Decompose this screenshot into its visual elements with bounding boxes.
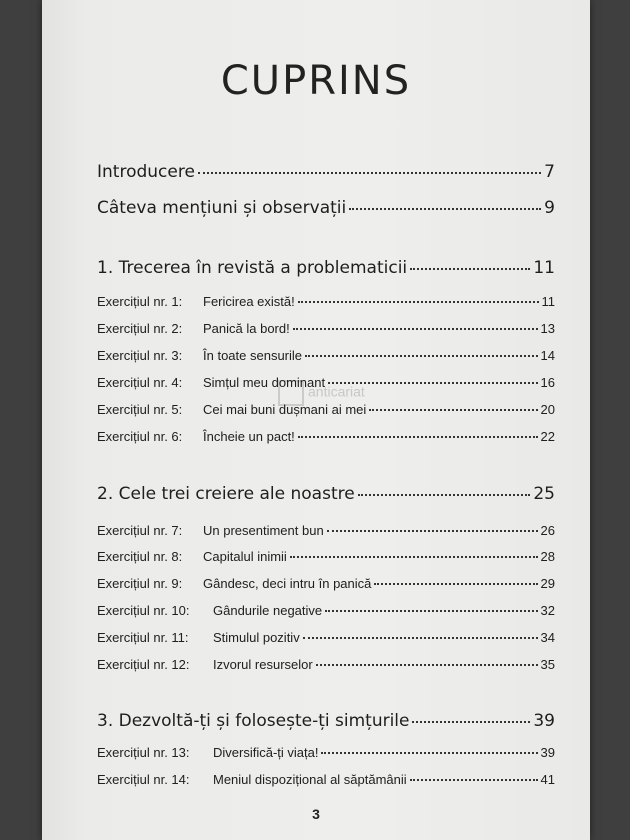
toc-leader-dots bbox=[374, 583, 537, 585]
toc-exercise-6 bbox=[97, 429, 555, 444]
exercise-number: Exercițiul nr. 2: bbox=[97, 321, 183, 336]
toc-leader-dots bbox=[412, 721, 530, 723]
watermark-text: anticariat bbox=[308, 383, 365, 400]
exercise-label: Meniul dispozițional al săptămânii bbox=[213, 772, 407, 787]
toc-exercise-7 bbox=[97, 523, 555, 538]
exercise-label: În toate sensurile bbox=[203, 348, 303, 363]
toc-entry-page: 39 bbox=[540, 745, 555, 760]
toc-entry-page: 9 bbox=[544, 198, 555, 218]
toc-entry-page: 16 bbox=[540, 375, 555, 390]
exercise-label: Gândesc, deci intru în panică bbox=[203, 576, 372, 591]
exercise-label: Un presentiment bun bbox=[203, 523, 324, 538]
toc-entry-label: Câteva mențiuni și observații bbox=[97, 198, 347, 218]
toc-entry-page: 25 bbox=[533, 484, 555, 504]
toc-section-label: 3. Dezvoltă-ți și folosește-ți simțurile bbox=[97, 711, 410, 731]
exercise-number: Exercițiul nr. 8: bbox=[97, 549, 183, 564]
exercise-label: Diversifică-ți viața! bbox=[213, 745, 319, 760]
exercise-label: Izvorul resurselor bbox=[213, 657, 313, 672]
toc-entry-page: 34 bbox=[540, 630, 555, 645]
toc-entry-notes bbox=[97, 198, 555, 218]
toc-leader-dots bbox=[325, 610, 537, 612]
toc-entry-page: 20 bbox=[540, 402, 555, 417]
toc-section-label: 2. Cele trei creiere ale noastre bbox=[97, 484, 355, 504]
toc-entry-page: 11 bbox=[533, 258, 555, 278]
toc-entry-page: 32 bbox=[540, 603, 555, 618]
toc-exercise-8 bbox=[97, 549, 555, 564]
toc-exercise-4 bbox=[97, 375, 555, 390]
exercise-number: Exercițiul nr. 1: bbox=[97, 294, 183, 309]
toc-entry-page: 41 bbox=[540, 772, 555, 787]
toc-entry-page: 7 bbox=[544, 162, 555, 182]
toc-exercise-1 bbox=[97, 294, 555, 309]
toc-entry-page: 28 bbox=[540, 549, 555, 564]
exercise-label: Gândurile negative bbox=[213, 603, 323, 618]
exercise-number: Exercițiul nr. 5: bbox=[97, 402, 183, 417]
toc-leader-dots bbox=[298, 301, 539, 303]
toc-section-1 bbox=[97, 258, 555, 278]
exercise-number: Exercițiul nr. 7: bbox=[97, 523, 183, 538]
toc-leader-dots bbox=[198, 172, 541, 174]
toc-exercise-14 bbox=[97, 772, 555, 787]
toc-leader-dots bbox=[321, 752, 537, 754]
exercise-label: Capitalul inimii bbox=[203, 549, 287, 564]
toc-leader-dots bbox=[293, 328, 538, 330]
toc-exercise-13 bbox=[97, 745, 555, 760]
exercise-label: Simțul meu dominant bbox=[203, 375, 326, 390]
exercise-number: Exercițiul nr. 12: bbox=[97, 657, 190, 672]
exercise-number: Exercițiul nr. 14: bbox=[97, 772, 190, 787]
exercise-number: Exercițiul nr. 11: bbox=[97, 630, 189, 645]
toc-entry-page: 39 bbox=[533, 711, 555, 731]
toc-exercise-3 bbox=[97, 348, 555, 363]
toc-leader-dots bbox=[328, 382, 537, 384]
toc-exercise-5 bbox=[97, 402, 555, 417]
exercise-number: Exercițiul nr. 9: bbox=[97, 576, 183, 591]
exercise-label: Stimulul pozitiv bbox=[213, 630, 300, 645]
toc-section-3 bbox=[97, 711, 555, 731]
toc-leader-dots bbox=[358, 494, 531, 496]
toc-entry-label: Introducere bbox=[97, 162, 195, 182]
toc-exercise-10 bbox=[97, 603, 555, 618]
toc-leader-dots bbox=[298, 436, 538, 438]
toc-entry-page: 13 bbox=[540, 321, 555, 336]
book-page bbox=[42, 0, 590, 840]
exercise-number: Exercițiul nr. 6: bbox=[97, 429, 183, 444]
exercise-number: Exercițiul nr. 4: bbox=[97, 375, 183, 390]
exercise-number: Exercițiul nr. 10: bbox=[97, 603, 190, 618]
page-title: CUPRINS bbox=[220, 58, 412, 104]
toc-entry-intro bbox=[97, 162, 555, 182]
exercise-label: Fericirea există! bbox=[203, 294, 295, 309]
toc-leader-dots bbox=[410, 268, 530, 270]
toc-entry-page: 14 bbox=[540, 348, 555, 363]
toc-leader-dots bbox=[316, 664, 538, 666]
toc-entry-page: 22 bbox=[540, 429, 555, 444]
exercise-label: Panică la bord! bbox=[203, 321, 290, 336]
toc-leader-dots bbox=[369, 409, 537, 411]
exercise-label: Cei mai buni dușmani ai mei bbox=[203, 402, 367, 417]
toc-entry-page: 26 bbox=[540, 523, 555, 538]
toc-exercise-2 bbox=[97, 321, 555, 336]
toc-entry-page: 11 bbox=[541, 294, 555, 309]
page-number: 3 bbox=[312, 806, 320, 822]
toc-leader-dots bbox=[327, 530, 538, 532]
toc-entry-page: 35 bbox=[540, 657, 555, 672]
toc-section-2 bbox=[97, 484, 555, 504]
toc-exercise-12 bbox=[97, 657, 555, 672]
toc-exercise-9 bbox=[97, 576, 555, 591]
toc-leader-dots bbox=[349, 208, 541, 210]
toc-leader-dots bbox=[290, 556, 538, 558]
toc-exercise-11 bbox=[97, 630, 555, 645]
exercise-number: Exercițiul nr. 3: bbox=[97, 348, 183, 363]
exercise-number: Exercițiul nr. 13: bbox=[97, 745, 190, 760]
toc-leader-dots bbox=[305, 355, 538, 357]
exercise-label: Încheie un pact! bbox=[203, 429, 295, 444]
toc-leader-dots bbox=[303, 637, 538, 639]
toc-section-label: 1. Trecerea în revistă a problematicii bbox=[97, 258, 408, 278]
toc-leader-dots bbox=[410, 779, 538, 781]
toc-entry-page: 29 bbox=[540, 576, 555, 591]
